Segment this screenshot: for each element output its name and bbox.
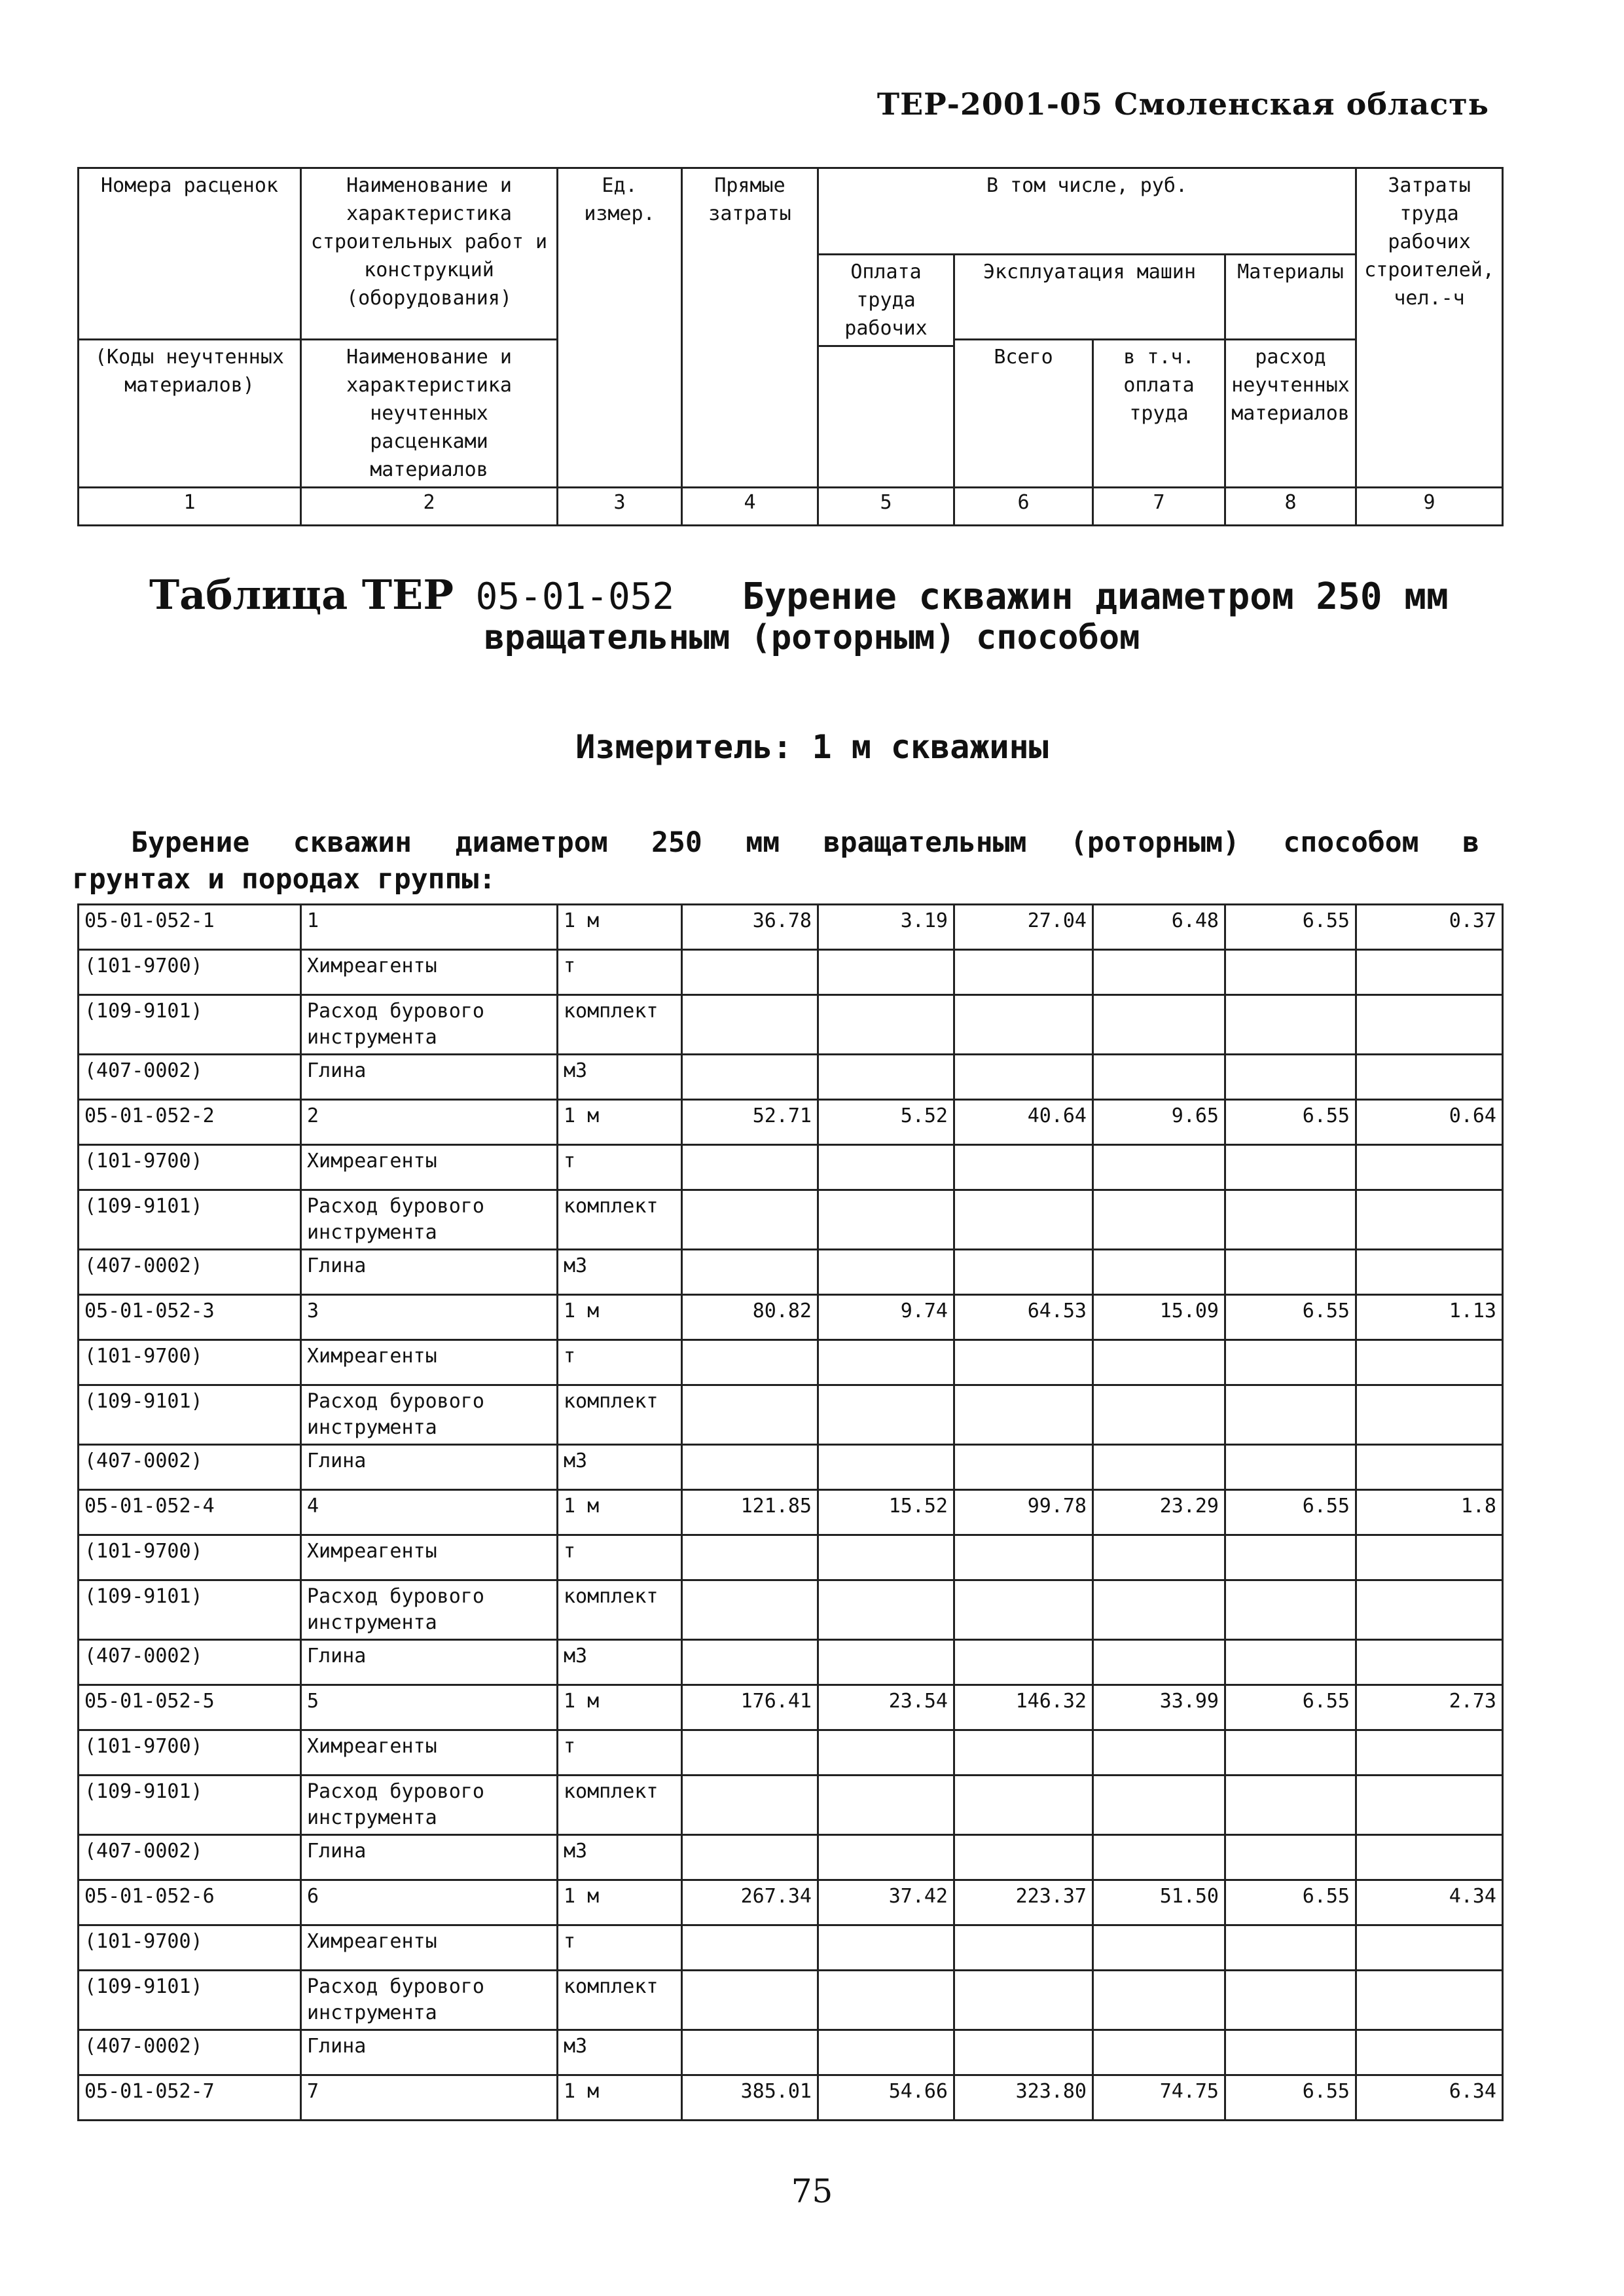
table-cell: 74.75 (1093, 2075, 1225, 2121)
table-cell (818, 1580, 954, 1640)
table-cell (682, 2030, 818, 2075)
table-cell (818, 1445, 954, 1490)
table-cell (1093, 1535, 1225, 1580)
table-cell: Химреагенты (301, 1145, 558, 1190)
table-cell: (109-9101) (79, 1580, 301, 1640)
table-cell: 1 м (558, 1100, 682, 1145)
table-cell (1093, 1445, 1225, 1490)
header-including: В том числе, руб. (818, 168, 1356, 255)
table-cell: (407-0002) (79, 1835, 301, 1880)
table-cell: 6.55 (1225, 2075, 1356, 2121)
table-row (79, 1535, 1503, 1580)
table-cell: 1 (301, 905, 558, 950)
table-cell: (101-9700) (79, 1145, 301, 1190)
table-cell: (101-9700) (79, 1730, 301, 1776)
table-cell (954, 1776, 1093, 1835)
table-row (79, 1340, 1503, 1385)
table-cell: 05-01-052-4 (79, 1490, 301, 1535)
table-cell (1356, 995, 1503, 1055)
table-cell: 9.74 (818, 1295, 954, 1340)
table-cell (818, 1535, 954, 1580)
page-number: 75 (791, 2172, 833, 2210)
column-number: 2 (301, 488, 558, 526)
table-cell: 27.04 (954, 905, 1093, 950)
table-cell: 0.64 (1356, 1100, 1503, 1145)
table-cell: т (558, 950, 682, 995)
table-cell: м3 (558, 1640, 682, 1685)
table-cell (1093, 1971, 1225, 2030)
column-number: 3 (558, 488, 682, 526)
header-material-usage: расход неучтенных материалов (1225, 340, 1356, 488)
table-cell: (101-9700) (79, 1340, 301, 1385)
column-number: 5 (818, 488, 954, 526)
table-cell (1093, 1145, 1225, 1190)
table-cell: (109-9101) (79, 1971, 301, 2030)
table-cell: 05-01-052-1 (79, 905, 301, 950)
table-cell: 80.82 (682, 1295, 818, 1340)
table-cell: Химреагенты (301, 1340, 558, 1385)
table-cell: 4 (301, 1490, 558, 1535)
table-cell (818, 1250, 954, 1295)
table-cell (1356, 1535, 1503, 1580)
intro-text-line1: Бурение скважин диаметром 250 мм вращательным (роторным) способом в (131, 826, 1479, 859)
table-cell (682, 1340, 818, 1385)
table-title-prefix: Таблица ТЕР (149, 571, 454, 619)
table-cell: Глина (301, 1445, 558, 1490)
table-row (79, 1580, 1503, 1640)
header-direct-costs: Прямые затраты (682, 168, 818, 488)
table-cell (1225, 1385, 1356, 1445)
table-cell (1225, 2030, 1356, 2075)
table-cell (818, 1385, 954, 1445)
table-cell (818, 1925, 954, 1971)
table-cell (1093, 950, 1225, 995)
table-cell: 99.78 (954, 1490, 1093, 1535)
table-row (79, 1835, 1503, 1880)
column-number: 7 (1093, 488, 1225, 526)
measure-unit: Измеритель: 1 м скважины (575, 728, 1049, 766)
table-row (79, 1445, 1503, 1490)
table-cell: (109-9101) (79, 995, 301, 1055)
table-cell (1225, 1580, 1356, 1640)
table-cell (1093, 1580, 1225, 1640)
column-number: 4 (682, 488, 818, 526)
table-row (79, 1055, 1503, 1100)
table-cell (1356, 1925, 1503, 1971)
column-number: 1 (79, 488, 301, 526)
table-cell: 6 (301, 1880, 558, 1925)
table-cell (954, 995, 1093, 1055)
table-cell (818, 1730, 954, 1776)
table-cell (1356, 1730, 1503, 1776)
table-cell: (407-0002) (79, 1055, 301, 1100)
column-number: 9 (1356, 488, 1503, 526)
table-cell: 36.78 (682, 905, 818, 950)
table-cell: 1 м (558, 905, 682, 950)
table-row (79, 1100, 1503, 1145)
table-cell: (407-0002) (79, 1640, 301, 1685)
table-cell: 385.01 (682, 2075, 818, 2121)
table-cell (1225, 1340, 1356, 1385)
table-cell: 3 (301, 1295, 558, 1340)
table-cell (954, 1055, 1093, 1100)
table-cell: 6.48 (1093, 905, 1225, 950)
header-labor-costs: Затраты труда рабочих строителей, чел.-ч (1356, 168, 1503, 488)
table-row (79, 1145, 1503, 1190)
table-cell: 1 м (558, 1880, 682, 1925)
table-cell: Глина (301, 1835, 558, 1880)
table-cell: 176.41 (682, 1685, 818, 1730)
table-cell: (407-0002) (79, 1250, 301, 1295)
table-cell: т (558, 1535, 682, 1580)
table-cell (682, 995, 818, 1055)
header-material-name: Наименование и характеристика неучтенных расценками материалов (301, 340, 558, 488)
table-cell: (407-0002) (79, 2030, 301, 2075)
table-cell (1093, 2030, 1225, 2075)
table-cell (954, 1971, 1093, 2030)
header-machine-labor: в т.ч. оплата труда (1093, 340, 1225, 488)
table-cell: 9.65 (1093, 1100, 1225, 1145)
table-cell: (101-9700) (79, 950, 301, 995)
table-cell (1225, 1445, 1356, 1490)
table-cell: 6.34 (1356, 2075, 1503, 2121)
table-row (79, 1776, 1503, 1835)
table-row (79, 1880, 1503, 1925)
header-machine-total: Всего (954, 340, 1093, 488)
table-cell: 323.80 (954, 2075, 1093, 2121)
table-cell: Химреагенты (301, 950, 558, 995)
table-cell: 05-01-052-3 (79, 1295, 301, 1340)
table-cell (818, 1835, 954, 1880)
table-cell (682, 950, 818, 995)
table-cell (1356, 1190, 1503, 1250)
table-cell: (109-9101) (79, 1776, 301, 1835)
table-cell: Расход бурового инструмента (301, 1580, 558, 1640)
table-cell (1093, 1340, 1225, 1385)
table-cell (1093, 1055, 1225, 1100)
table-cell: 0.37 (1356, 905, 1503, 950)
table-cell: Глина (301, 1640, 558, 1685)
table-cell (1093, 995, 1225, 1055)
table-cell (954, 1385, 1093, 1445)
table-cell: т (558, 1730, 682, 1776)
table-row (79, 950, 1503, 995)
table-cell: 15.09 (1093, 1295, 1225, 1340)
table-cell: Химреагенты (301, 1535, 558, 1580)
table-cell (1225, 1971, 1356, 2030)
table-cell: т (558, 1925, 682, 1971)
table-cell: Расход бурового инструмента (301, 1971, 558, 2030)
table-cell: 4.34 (1356, 1880, 1503, 1925)
table-cell (1356, 1250, 1503, 1295)
table-cell (682, 1640, 818, 1685)
table-cell (1225, 1250, 1356, 1295)
table-cell (682, 1776, 818, 1835)
table-cell (818, 2030, 954, 2075)
table-cell: Расход бурового инструмента (301, 1190, 558, 1250)
header-labor-pay: Оплата труда рабочих (818, 255, 954, 346)
table-cell (682, 1445, 818, 1490)
table-cell (1093, 1835, 1225, 1880)
table-cell (818, 1340, 954, 1385)
table-cell: 51.50 (1093, 1880, 1225, 1925)
table-cell (1225, 1055, 1356, 1100)
table-cell (818, 950, 954, 995)
table-cell (1225, 950, 1356, 995)
table-cell (954, 1145, 1093, 1190)
table-cell (1093, 1190, 1225, 1250)
table-row (79, 995, 1503, 1055)
table-cell (682, 1835, 818, 1880)
table-cell (1225, 1835, 1356, 1880)
table-cell: 23.54 (818, 1685, 954, 1730)
table-cell (1225, 1535, 1356, 1580)
header-rate-numbers: Номера расценок (79, 168, 301, 340)
table-cell: 2.73 (1356, 1685, 1503, 1730)
table-row (79, 1250, 1503, 1295)
table-cell: 6.55 (1225, 1685, 1356, 1730)
column-number: 8 (1225, 488, 1356, 526)
table-cell: Химреагенты (301, 1925, 558, 1971)
table-cell (1225, 1190, 1356, 1250)
table-row (79, 1295, 1503, 1340)
table-cell (682, 1971, 818, 2030)
table-cell (818, 995, 954, 1055)
table-cell (954, 1445, 1093, 1490)
table-cell: м3 (558, 2030, 682, 2075)
table-cell: 6.55 (1225, 1100, 1356, 1145)
table-cell: 2 (301, 1100, 558, 1145)
document-header-title: ТЕР-2001-05 Смоленская область (876, 86, 1489, 122)
header-machine-operation: Эксплуатация машин (954, 255, 1225, 340)
table-cell (954, 1925, 1093, 1971)
table-cell: (109-9101) (79, 1385, 301, 1445)
table-title-line2: вращательным (роторным) способом (484, 618, 1140, 657)
table-cell: 54.66 (818, 2075, 954, 2121)
table-cell: 6.55 (1225, 1295, 1356, 1340)
header-material-codes: (Коды неучтенных материалов) (79, 340, 301, 488)
table-cell: 267.34 (682, 1880, 818, 1925)
header-unit: Ед. измер. (558, 168, 682, 488)
table-cell (1356, 1580, 1503, 1640)
table-cell: Глина (301, 1250, 558, 1295)
table-cell: комплект (558, 1776, 682, 1835)
table-cell: (101-9700) (79, 1535, 301, 1580)
table-cell (1356, 1055, 1503, 1100)
table-cell (818, 1971, 954, 2030)
table-cell (1093, 1385, 1225, 1445)
table-cell: 1 м (558, 1490, 682, 1535)
table-cell: Химреагенты (301, 1730, 558, 1776)
table-row (79, 1490, 1503, 1535)
table-row (79, 1730, 1503, 1776)
table-cell: комплект (558, 995, 682, 1055)
table-cell: 37.42 (818, 1880, 954, 1925)
table-cell: Расход бурового инструмента (301, 995, 558, 1055)
table-cell: 64.53 (954, 1295, 1093, 1340)
table-cell (1356, 1145, 1503, 1190)
table-cell (1356, 950, 1503, 995)
table-cell: м3 (558, 1835, 682, 1880)
table-cell (682, 1385, 818, 1445)
table-row (79, 1971, 1503, 2030)
table-cell: 05-01-052-6 (79, 1880, 301, 1925)
table-cell: комплект (558, 1971, 682, 2030)
table-cell: 05-01-052-5 (79, 1685, 301, 1730)
table-cell (1225, 1145, 1356, 1190)
table-row (79, 1385, 1503, 1445)
table-cell (1225, 1640, 1356, 1685)
table-cell: Расход бурового инструмента (301, 1385, 558, 1445)
header-work-name: Наименование и характеристика строительных работ и конструкций (оборудования) (301, 168, 558, 340)
table-cell (1356, 1835, 1503, 1880)
table-cell (1225, 1730, 1356, 1776)
table-cell (818, 1145, 954, 1190)
table-cell: 1 м (558, 1685, 682, 1730)
table-cell (954, 1535, 1093, 1580)
table-cell: Глина (301, 2030, 558, 2075)
table-cell: м3 (558, 1445, 682, 1490)
table-cell: 6.55 (1225, 1490, 1356, 1535)
table-cell: 6.55 (1225, 905, 1356, 950)
table-cell: 05-01-052-2 (79, 1100, 301, 1145)
table-cell: (407-0002) (79, 1445, 301, 1490)
table-cell (682, 1580, 818, 1640)
table-title-line1 (149, 571, 1449, 619)
table-cell (954, 1580, 1093, 1640)
table-cell: 52.71 (682, 1100, 818, 1145)
table-cell: (101-9700) (79, 1925, 301, 1971)
table-cell: 33.99 (1093, 1685, 1225, 1730)
table-cell: 15.52 (818, 1490, 954, 1535)
table-cell: 40.64 (954, 1100, 1093, 1145)
table-cell (954, 1835, 1093, 1880)
table-cell: 7 (301, 2075, 558, 2121)
table-cell: 23.29 (1093, 1490, 1225, 1535)
table-cell: 3.19 (818, 905, 954, 950)
table-cell: т (558, 1145, 682, 1190)
table-cell (682, 1055, 818, 1100)
table-row (79, 2075, 1503, 2121)
table-row (79, 1925, 1503, 1971)
table-cell (1356, 2030, 1503, 2075)
table-cell: 05-01-052-7 (79, 2075, 301, 2121)
table-cell (1356, 1445, 1503, 1490)
table-cell: 223.37 (954, 1880, 1093, 1925)
table-cell (1225, 1776, 1356, 1835)
table-cell (954, 1250, 1093, 1295)
table-cell: 5.52 (818, 1100, 954, 1145)
table-cell (818, 1055, 954, 1100)
table-title-text: Бурение скважин диаметром 250 мм (742, 575, 1449, 618)
table-cell (1356, 1340, 1503, 1385)
table-cell: Расход бурового инструмента (301, 1776, 558, 1835)
table-cell: Глина (301, 1055, 558, 1100)
table-cell (1093, 1776, 1225, 1835)
table-cell: 5 (301, 1685, 558, 1730)
table-cell: комплект (558, 1190, 682, 1250)
table-row (79, 905, 1503, 950)
table-cell (1093, 1925, 1225, 1971)
table-cell (682, 1730, 818, 1776)
column-number: 6 (954, 488, 1093, 526)
table-row (79, 1640, 1503, 1685)
table-cell: комплект (558, 1385, 682, 1445)
intro-text-line2: грунтах и породах группы: (72, 863, 496, 896)
table-cell (954, 2030, 1093, 2075)
table-cell: м3 (558, 1250, 682, 1295)
table-title-code: 05-01-052 (475, 575, 675, 618)
table-cell: 1 м (558, 1295, 682, 1340)
table-cell (818, 1776, 954, 1835)
table-cell: 1.13 (1356, 1295, 1503, 1340)
table-cell: 1 м (558, 2075, 682, 2121)
table-cell: 121.85 (682, 1490, 818, 1535)
table-cell: комплект (558, 1580, 682, 1640)
table-cell (1356, 1971, 1503, 2030)
table-cell: 146.32 (954, 1685, 1093, 1730)
table-cell (954, 1730, 1093, 1776)
table-cell (954, 1640, 1093, 1685)
table-cell (682, 1250, 818, 1295)
table-cell (818, 1640, 954, 1685)
table-cell (954, 1190, 1093, 1250)
table-cell (1093, 1730, 1225, 1776)
table-cell (1225, 995, 1356, 1055)
table-cell (954, 1340, 1093, 1385)
table-row (79, 1685, 1503, 1730)
table-cell (1356, 1385, 1503, 1445)
rates-table (77, 903, 1504, 2121)
column-header-table (77, 167, 1504, 526)
table-cell: м3 (558, 1055, 682, 1100)
table-cell (1093, 1640, 1225, 1685)
table-cell: (109-9101) (79, 1190, 301, 1250)
table-cell: 1.8 (1356, 1490, 1503, 1535)
header-materials: Материалы (1225, 255, 1356, 340)
table-cell (1356, 1640, 1503, 1685)
table-cell (682, 1190, 818, 1250)
table-cell (682, 1925, 818, 1971)
table-cell (1093, 1250, 1225, 1295)
table-row (79, 1190, 1503, 1250)
table-cell (1225, 1925, 1356, 1971)
table-cell (818, 1190, 954, 1250)
table-cell (682, 1145, 818, 1190)
table-cell: т (558, 1340, 682, 1385)
table-row (79, 2030, 1503, 2075)
table-cell: 6.55 (1225, 1880, 1356, 1925)
table-cell (1356, 1776, 1503, 1835)
table-cell (682, 1535, 818, 1580)
table-cell (954, 950, 1093, 995)
